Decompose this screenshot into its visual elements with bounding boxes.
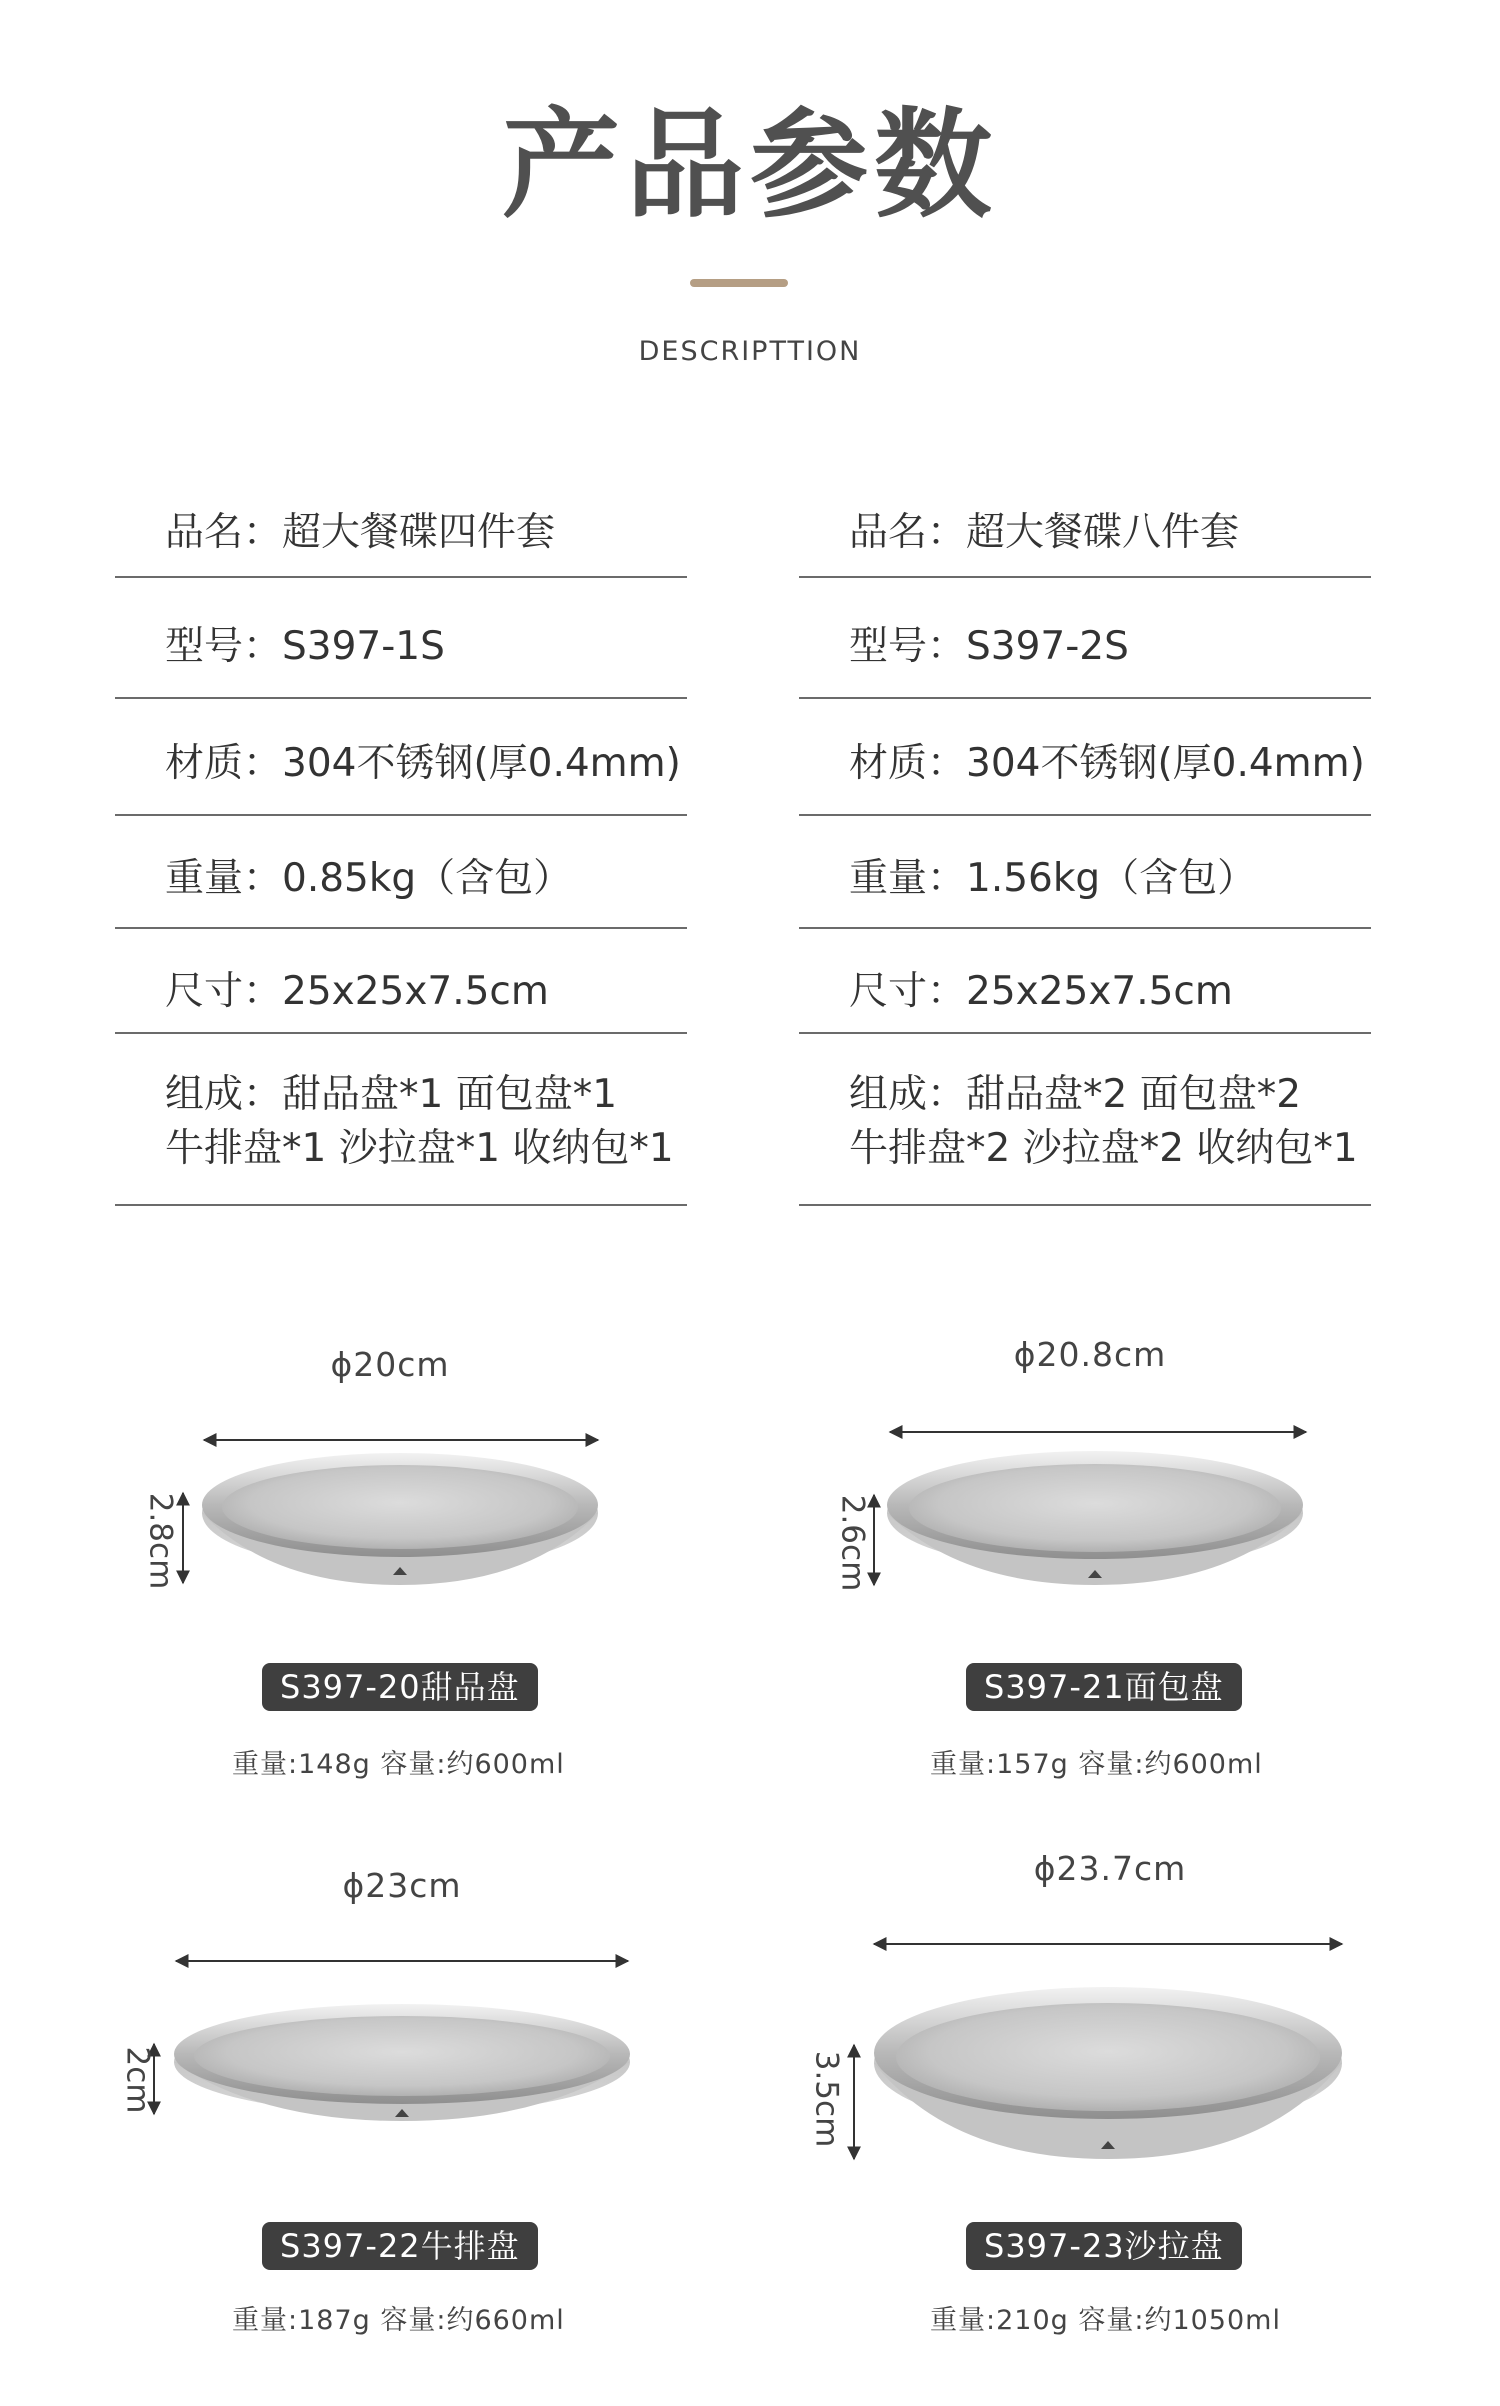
spec-weight: 重量：1.56kg（含包） [849, 856, 1257, 901]
spec-row-name [799, 470, 1371, 578]
plate-height: 2cm [119, 2046, 156, 2114]
spec-row-size [115, 929, 687, 1034]
plate-diameter: ϕ23.7cm [1033, 1849, 1187, 1888]
plate-height: 2.8cm [142, 1492, 179, 1590]
spec-size: 尺寸：25x25x7.5cm [165, 969, 549, 1014]
spec-table-four-piece [115, 470, 687, 1206]
spec-row-composition [799, 1034, 1371, 1206]
plate-model-badge: S397-20甜品盘 [262, 1663, 538, 1711]
plate-model-badge: S397-22牛排盘 [262, 2222, 538, 2270]
spec-row-model [799, 578, 1371, 699]
plate-card-salad [808, 1849, 1380, 2389]
spec-weight: 重量：0.85kg（含包） [165, 856, 573, 901]
plate-illustration [820, 1335, 1380, 1665]
spec-model: 型号：S397-2S [849, 624, 1129, 669]
spec-row-material [799, 699, 1371, 816]
plate-diameter: ϕ20cm [330, 1345, 450, 1384]
plate-card-bread [820, 1335, 1380, 1875]
spec-row-name [115, 470, 687, 578]
spec-name: 品名：超大餐碟八件套 [849, 510, 1240, 555]
plate-card-steak [100, 1866, 660, 2406]
spec-composition-line1: 组成：甜品盘*1 面包盘*1 [165, 1072, 618, 1117]
plate-model-badge: S397-21面包盘 [966, 1663, 1242, 1711]
plate-meta: 重量:187g 容量:约660ml [232, 2305, 565, 2336]
spec-composition-line2: 牛排盘*2 沙拉盘*2 收纳包*1 [849, 1126, 1358, 1171]
plate-meta: 重量:148g 容量:约600ml [232, 1749, 565, 1780]
page-subtitle: DESCRIPTTION [638, 336, 862, 367]
spec-row-model [115, 578, 687, 699]
title-accent-bar [690, 279, 788, 287]
spec-table-eight-piece [799, 470, 1371, 1206]
plate-card-dessert [120, 1345, 680, 1885]
plate-illustration [820, 1849, 1380, 2179]
spec-model: 型号：S397-1S [165, 624, 445, 669]
spec-name: 品名：超大餐碟四件套 [165, 510, 556, 555]
page-title: 产品参数 [501, 96, 998, 234]
spec-row-material [115, 699, 687, 816]
spec-material: 材质：304不锈钢(厚0.4mm) [165, 741, 681, 786]
spec-row-weight [799, 816, 1371, 929]
plate-height: 2.6cm [834, 1494, 871, 1592]
spec-material: 材质：304不锈钢(厚0.4mm) [849, 741, 1365, 786]
plate-illustration [100, 1866, 660, 2196]
plate-diameter: ϕ20.8cm [1013, 1335, 1167, 1374]
spec-row-weight [115, 816, 687, 929]
plate-diameter: ϕ23cm [342, 1866, 462, 1905]
spec-size: 尺寸：25x25x7.5cm [849, 969, 1233, 1014]
spec-composition-line2: 牛排盘*1 沙拉盘*1 收纳包*1 [165, 1126, 674, 1171]
plate-meta: 重量:157g 容量:约600ml [930, 1749, 1263, 1780]
plate-meta: 重量:210g 容量:约1050ml [930, 2305, 1281, 2336]
spec-row-size [799, 929, 1371, 1034]
plate-height: 3.5cm [808, 2050, 845, 2148]
plate-illustration [120, 1345, 680, 1675]
plate-model-badge: S397-23沙拉盘 [966, 2222, 1242, 2270]
spec-composition-line1: 组成：甜品盘*2 面包盘*2 [849, 1072, 1302, 1117]
spec-row-composition [115, 1034, 687, 1206]
